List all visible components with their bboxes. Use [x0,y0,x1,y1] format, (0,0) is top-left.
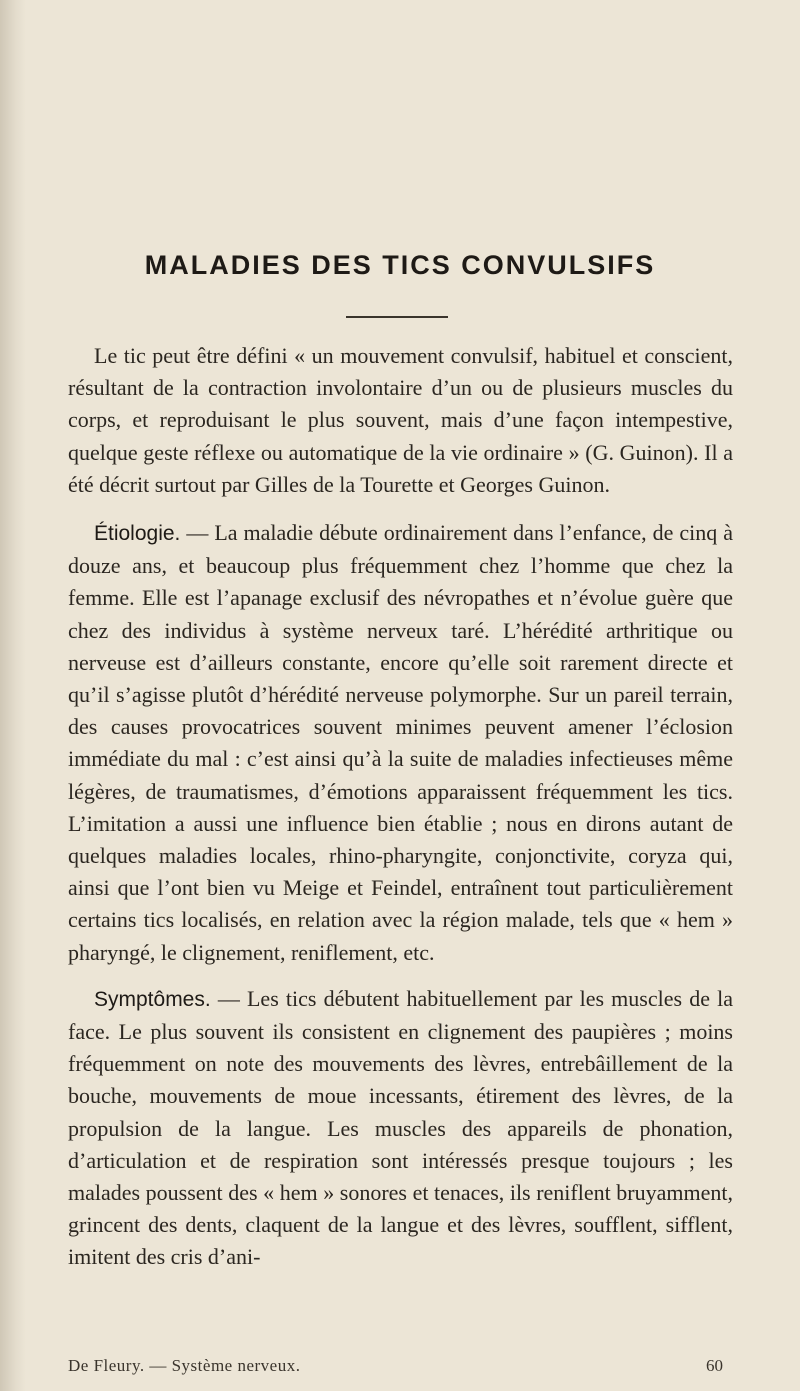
paragraph-text: — Les tics débutent habituellement par les muscles de la face. Le plus souvent ils consistent en clignement des paupières ; moins fréquemment on note des mouvements des lèvres, entrebâillement de la bouche, mouvements de moue incessants, étirement des lèvres, de la propulsion de la langue. Les muscles des appareils de phonation, d’articulation et de respiration sont intéressés presque toujours ; les malades poussent des « hem » sonores et tenaces, ils reniflent bruyamment, grincent des dents, claquent de la langue et des lèvres, soufflent, sifflent, imitent des cris d’ani- [68,985,733,1270]
paragraph-text: — La maladie débute ordinairement dans l’enfance, de cinq à douze ans, et beaucoup plus fréquemment chez l’homme que chez la femme. Elle est l’apanage exclusif des névropathes et n’évolue guère que chez des individus à système nerveux taré. L’hérédité arthritique ou nerveuse est d’ailleurs constante, encore qu’elle soit rarement directe et qu’il s’agisse plutôt d’hérédité nerveuse polymorphe. Sur un pareil terrain, des causes provocatrices souvent minimes peuvent amener l’éclosion immédiate du mal : c’est ainsi qu’à la suite de maladies infectieuses même légères, de traumatismes, d’émotions apparaissent fréquemment les tics. L’imitation a aussi une influence bien établie ; nous en dirons autant de quelques maladies locales, rhino-pharyngite, conjonctivite, coryza qui, ainsi que l’ont bien vu Meige et Feindel, entraînent tout particulièrement certains tics localisés, en relation avec la région malade, tels que « hem » pharyngé, le clignement, reniflement, etc. [68,520,733,965]
section-heading-etiologie: Étiologie. [94,522,181,546]
paragraph-definition [68,340,733,501]
page-title: MALADIES DES TICS CONVULSIFS [144,250,656,280]
page-number: 60 [706,1356,723,1375]
paragraph-text: Le tic peut être défini « un mouvement convulsif, habituel et conscient, résultant de la contraction involontaire d’un ou de plusieurs muscles du corps, et reproduisant le plus souvent, mais d’une façon intempestive, quelque geste réflexe ou automatique de la vie ordinaire » (G. Guinon). Il a été décrit surtout par Gilles de la Tourette et Georges Guinon. [68,343,733,497]
paragraph-etiologie [68,517,733,969]
footer-citation: De Fleury. — Système nerveux. [68,1356,301,1375]
paragraph-symptomes [68,983,733,1274]
title-rule [346,316,448,318]
page-gutter-shadow [0,0,26,1391]
body-text [68,340,733,1274]
section-heading-symptomes: Symptômes. [94,987,211,1011]
